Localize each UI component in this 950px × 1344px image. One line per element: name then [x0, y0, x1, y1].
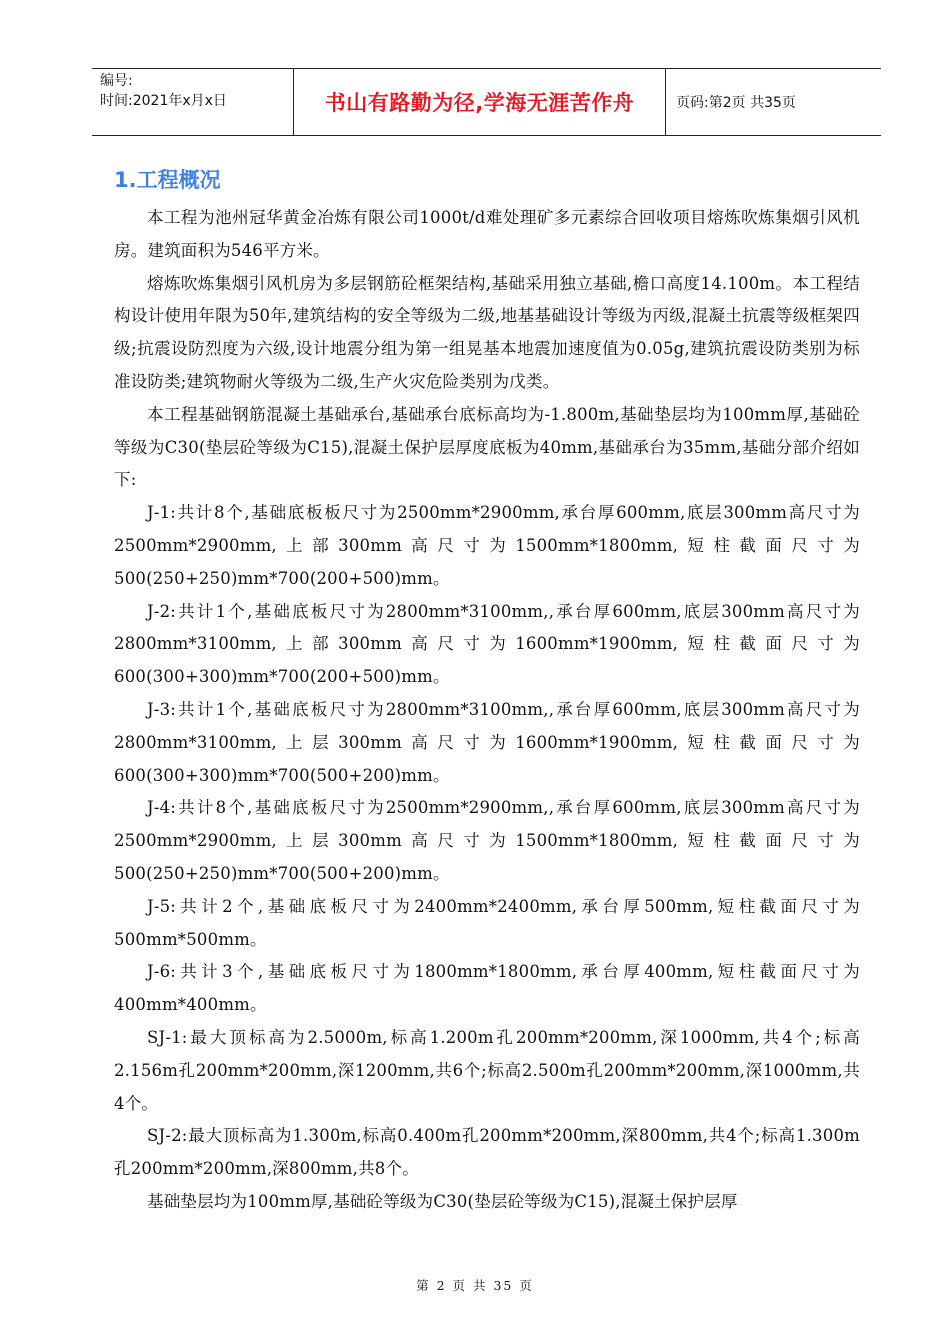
document-body: [114, 202, 860, 1219]
header-page-info: 页码:第2页 共35页: [676, 95, 796, 111]
paragraph: J-5:共计2个,基础底板尺寸为2400mm*2400mm,承台厚500mm,短柱截面尺寸为500mm*500mm。: [114, 896, 860, 949]
paragraph: J-4:共计8个,基础底板尺寸为2500mm*2900mm,,承台厚600mm,底层300mm高尺寸为2500mm*2900mm,上层300mm高尺寸为1500mm*1800mm,短柱截面尺寸为500(250+250)mm*700(500+200)mm。: [114, 798, 860, 883]
paragraph: SJ-2:最大顶标高为1.300m,标高0.400m孔200mm*200mm,深800mm,共4个;标高1.300m孔200mm*200mm,深800mm,共8个。: [114, 1126, 860, 1179]
paragraph: 本工程基础钢筋混凝土基础承台,基础承台底标高均为-1.800m,基础垫层均为100mm厚,基础砼等级为C30(垫层砼等级为C15),混凝土保护层厚度底板为40mm,基础承台为35mm,基础分部介绍如下:: [114, 404, 860, 490]
paragraph: J-1:共计8个,基础底板板尺寸为2500mm*2900mm,承台厚600mm,底层300mm高尺寸为2500mm*2900mm,上部300mm高尺寸为1500mm*1800mm,短柱截面尺寸为500(250+250)mm*700(200+500)mm。: [114, 503, 860, 588]
paragraph: J-2:共计1个,基础底板尺寸为2800mm*3100mm,,承台厚600mm,底层300mm高尺寸为2800mm*3100mm,上部300mm高尺寸为1600mm*1900mm,短柱截面尺寸为600(300+300)mm*700(200+500)mm。: [114, 601, 860, 687]
paragraph: 本工程为池州冠华黄金冶炼有限公司1000t/d难处理矿多元素综合回收项目熔炼吹炼集烟引风机房。建筑面积为546平方米。: [114, 208, 860, 260]
time-label: 时间:2021年x月x日: [100, 93, 227, 109]
paragraph: J-6:共计3个,基础底板尺寸为1800mm*1800mm,承台厚400mm,短柱截面尺寸为400mm*400mm。: [114, 962, 860, 1015]
paragraph: SJ-1:最大顶标高为2.5000m,标高1.200m孔200mm*200mm,深1000mm,共4个;标高2.156m孔200mm*200mm,深1200mm,共6个;标高2.500m孔200mm*200mm,深1000mm,共4个。: [114, 1027, 860, 1113]
paragraph: 熔炼吹炼集烟引风机房为多层钢筋砼框架结构,基础采用独立基础,檐口高度14.100m。本工程结构设计使用年限为50年,建筑结构的安全等级为二级,地基基础设计等级为丙级,混凝土抗震等级框架四级;抗震设防烈度为六级,设计地震分组为第一组晃基本地震加速度值为0.05g,建筑抗震设防类别为标准设防类;建筑物耐火等级为二级,生产火灾危险类别为戊类。: [114, 273, 860, 391]
paragraph: 基础垫层均为100mm厚,基础砼等级为C30(垫层砼等级为C15),混凝土保护层厚: [147, 1191, 738, 1211]
page-header: [92, 68, 881, 136]
header-meta: [92, 69, 293, 135]
header-page-cell: [666, 69, 881, 135]
number-label: 编号:: [100, 73, 133, 89]
header-motto-cell: [293, 69, 666, 135]
header-motto: 书山有路勤为径,学海无涯苦作舟: [324, 91, 635, 115]
section-title: 1.工程概况: [114, 168, 221, 192]
paragraph: J-3:共计1个,基础底板尺寸为2800mm*3100mm,,承台厚600mm,底层300mm高尺寸为2800mm*3100mm,上层300mm高尺寸为1600mm*1900mm,短柱截面尺寸为600(300+300)mm*700(500+200)mm。: [114, 699, 860, 785]
page-footer: 第 2 页 共 35 页: [416, 1278, 534, 1293]
